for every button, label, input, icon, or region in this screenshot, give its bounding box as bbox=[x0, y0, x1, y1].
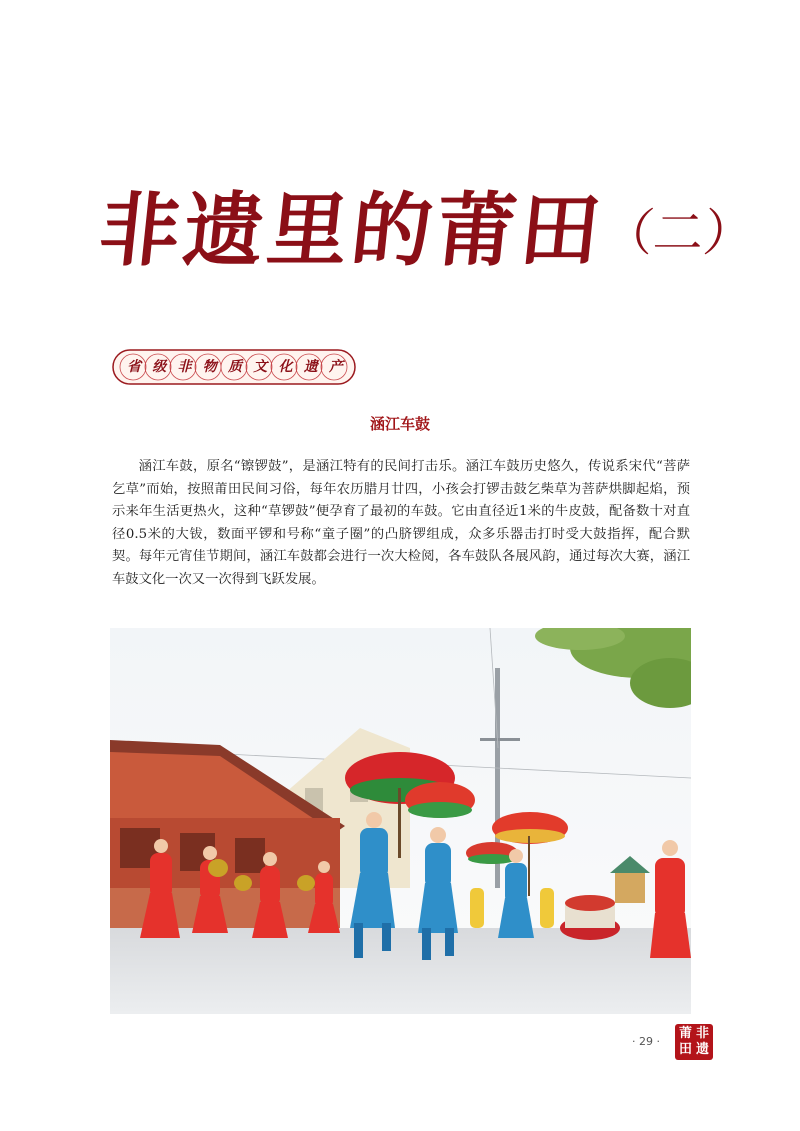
seal-stamp bbox=[675, 1024, 713, 1060]
festival-photo-illustration bbox=[110, 628, 691, 1014]
badge-char: 质 bbox=[228, 359, 242, 375]
section-title: 涵江车鼓 bbox=[369, 415, 430, 433]
badge-char: 化 bbox=[278, 359, 293, 375]
seal-char: 莆 bbox=[678, 1026, 692, 1041]
page-title-sub: （二） bbox=[600, 204, 757, 262]
body-paragraph: 涵江车鼓，原名“镲锣鼓”，是涵江特有的民间打击乐。涵江车鼓历史悠久，传说系宋代“菩萨乞草”而始，按照莆田民间习俗，每年农历腊月廿四，小孩会打锣击鼓乞柴草为菩萨烘脚起焰，预示来年生活更热火，这种“草锣鼓”便孕育了最初的车鼓。它由直径近1米的牛皮鼓，配备数十对直径0.5米的大钹，数面平锣和号称“童子圈”的凸脐锣组成，众多乐器击打时受大鼓指挥，配合默契。每年元宵佳节期间，涵江车鼓都会进行一次大检阅，各车鼓队各展风韵，通过每次大赛，涵江车鼓文化一次又一次得到飞跃发展。 bbox=[112, 459, 690, 587]
badge-char: 文 bbox=[253, 359, 268, 375]
badge-char: 级 bbox=[152, 359, 167, 375]
badge-char: 省 bbox=[127, 359, 141, 375]
seal-char: 遗 bbox=[695, 1042, 709, 1057]
page-title bbox=[94, 175, 757, 285]
seal-char: 田 bbox=[678, 1042, 692, 1057]
badge-char: 非 bbox=[177, 359, 192, 375]
badge-char: 物 bbox=[202, 359, 217, 375]
page-number: · 29 · bbox=[632, 1035, 660, 1048]
category-badge bbox=[112, 347, 356, 387]
badge-char: 遗 bbox=[303, 359, 318, 375]
badge-char: 产 bbox=[329, 359, 343, 375]
seal-char: 非 bbox=[695, 1026, 709, 1041]
page-title-main: 非遗里的莆田 bbox=[95, 183, 609, 277]
festival-photo bbox=[110, 628, 691, 1014]
